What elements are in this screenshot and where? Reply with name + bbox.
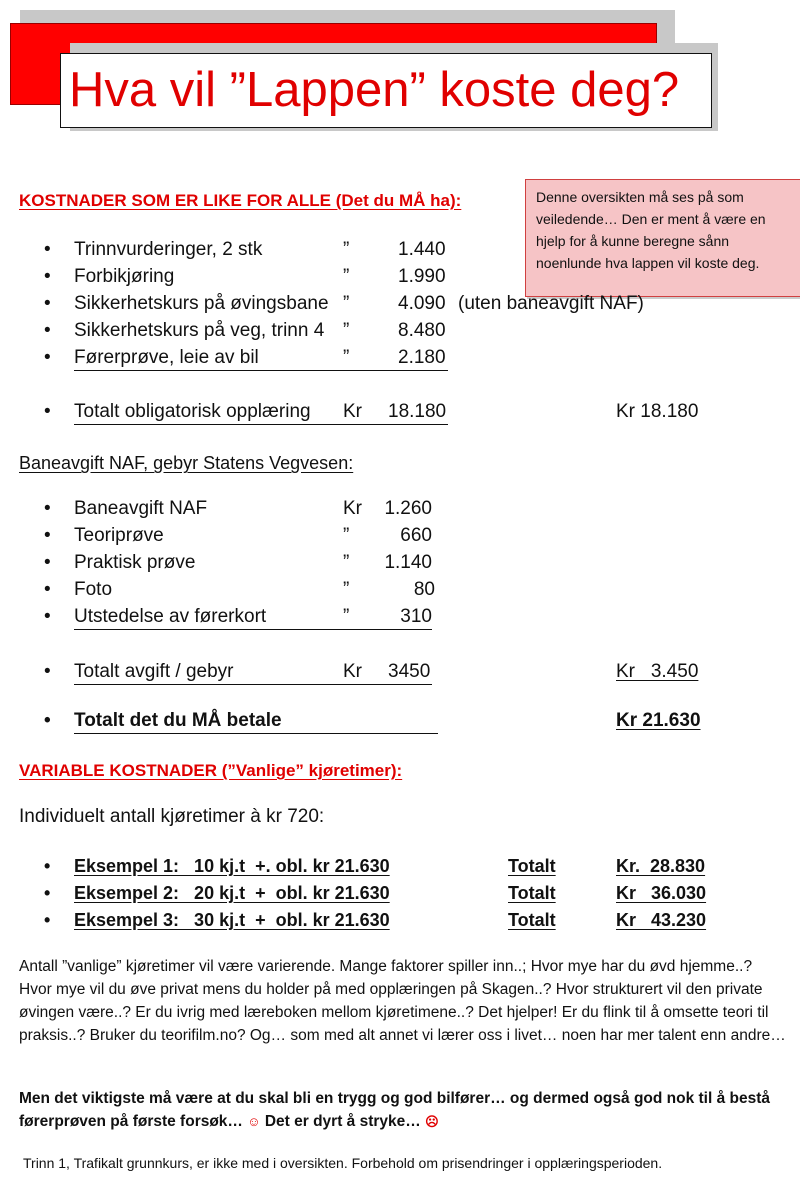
section3-heading: VARIABLE KOSTNADER (”Vanlige” kjøretimer): <box>19 761 403 780</box>
total-right: Kr 18.180 <box>616 401 699 422</box>
item-label: Trinnvurderinger, 2 stk <box>74 239 263 260</box>
grand-total-label: Totalt det du MÅ betale <box>74 710 282 731</box>
bullet: • <box>44 266 51 287</box>
item-amount: 1.140 <box>384 552 432 573</box>
underline-divider <box>74 733 438 734</box>
list-item <box>0 265 800 289</box>
example-total-label: Totalt <box>508 910 556 930</box>
item-amount: 8.480 <box>398 320 446 341</box>
bullet: • <box>44 320 51 341</box>
total-right: Kr 3.450 <box>616 661 699 682</box>
underline-divider <box>74 370 448 371</box>
list-item <box>0 524 800 548</box>
list-item <box>0 908 800 932</box>
item-mark: ” <box>343 347 350 368</box>
item-label: Sikkerhetskurs på øvingsbane <box>74 293 329 314</box>
bullet: • <box>44 401 51 422</box>
list-item <box>0 551 800 575</box>
example-label: Eksempel 3: 30 kj.t + obl. kr 21.630 <box>74 910 390 930</box>
bullet: • <box>44 347 51 368</box>
list-item <box>0 292 800 316</box>
item-mark: ” <box>343 606 350 627</box>
list-item <box>0 881 800 905</box>
grand-total-amount: Kr 21.630 <box>616 710 701 731</box>
example-amount: Kr. 28.830 <box>616 856 706 876</box>
section1-heading-row <box>0 189 800 213</box>
item-mark: ” <box>343 552 350 573</box>
item-label: Forbikjøring <box>74 266 175 287</box>
bullet: • <box>44 856 51 876</box>
grand-total-row <box>0 709 800 733</box>
bullet: • <box>44 910 51 930</box>
total-amount: 3450 <box>388 661 431 682</box>
item-label: Baneavgift NAF <box>74 498 208 519</box>
item-label: Utstedelse av førerkort <box>74 606 267 627</box>
item-mark: Kr <box>343 498 362 519</box>
total-amount: 18.180 <box>388 401 447 422</box>
item-amount: 1.440 <box>398 239 446 260</box>
item-label: Sikkerhetskurs på veg, trinn 4 <box>74 320 325 341</box>
section3-intro-row <box>0 805 800 829</box>
item-amount: 80 <box>413 579 435 600</box>
item-amount: 4.090 <box>398 293 446 314</box>
item-amount: 310 <box>400 606 432 627</box>
bullet: • <box>44 498 51 519</box>
list-item <box>0 854 800 878</box>
total-label: Totalt obligatorisk opplæring <box>74 401 311 422</box>
body-paragraph: Antall ”vanlige” kjøretimer vil være varierende. Mange faktorer spiller inn..; Hvor mye har du øvd hjemme..? Hvor mye vil du øve privat mens du holder på med opplæringen på Skagen..? Hvor strukturert vil den private øvingen være..? Er du ivrig med læreboken mellom kjøretimene..? Det hjelper! Er du flink til å omsette teori til praksis..? Bruker du teorifilm.no? Og… som med alt annet vi lærer oss i livet… noen har mer talent enn andre… <box>19 958 786 1044</box>
list-item <box>0 497 800 521</box>
list-item <box>0 605 800 629</box>
bullet: • <box>44 710 51 731</box>
underline-divider <box>74 424 448 425</box>
item-mark: ” <box>343 320 350 341</box>
underline-divider <box>74 684 432 685</box>
total-currency: Kr <box>343 401 362 422</box>
example-label: Eksempel 1: 10 kj.t +. obl. kr 21.630 <box>74 856 390 876</box>
bullet: • <box>44 552 51 573</box>
example-total-label: Totalt <box>508 856 556 876</box>
item-mark: ” <box>343 579 350 600</box>
item-mark: ” <box>343 266 350 287</box>
bold-text-2: Det er dyrt å stryke… <box>264 1113 421 1130</box>
page-title: Hva vil ”Lappen” koste deg? <box>69 63 680 117</box>
bullet: • <box>44 883 51 903</box>
section3-intro: Individuelt antall kjøretimer à kr 720: <box>19 806 325 827</box>
item-label: Praktisk prøve <box>74 552 196 573</box>
item-amount: 2.180 <box>398 347 446 368</box>
item-amount: 1.990 <box>398 266 446 287</box>
section2-heading: Baneavgift NAF, gebyr Statens Vegvesen: <box>19 453 354 473</box>
example-label: Eksempel 2: 20 kj.t + obl. kr 21.630 <box>74 883 390 903</box>
list-item <box>0 578 800 602</box>
section2-heading-row <box>0 451 800 475</box>
list-item <box>0 238 800 262</box>
total-label: Totalt avgift / gebyr <box>74 661 234 682</box>
item-label: Foto <box>74 579 113 600</box>
bullet: • <box>44 661 51 682</box>
bold-text-1: Men det viktigste må være at du skal bli en trygg og god bilfører… og dermed også god nok til å bestå førerprøven på første forsøk… <box>19 1090 771 1130</box>
bullet: • <box>44 525 51 546</box>
example-total-label: Totalt <box>508 883 556 903</box>
item-label: Teoriprøve <box>74 525 164 546</box>
item-label: Førerprøve, leie av bil <box>74 347 259 368</box>
frown-icon: ☹ <box>425 1114 439 1129</box>
section3-heading-row <box>0 759 800 783</box>
underline-divider <box>74 629 432 630</box>
bullet: • <box>44 606 51 627</box>
smile-icon: ☺ <box>247 1114 261 1129</box>
title-box <box>60 53 712 128</box>
item-mark: ” <box>343 525 350 546</box>
bullet: • <box>44 579 51 600</box>
note-text: Denne oversikten må ses på som veiledende… Den er ment å være en hjelp for å kunne beregne sånn noenlunde hva lappen vil koste deg. <box>536 189 766 271</box>
item-extra: (uten baneavgift NAF) <box>458 293 644 314</box>
total-currency: Kr <box>343 661 362 682</box>
item-mark: ” <box>343 239 350 260</box>
item-amount: 1.260 <box>384 498 432 519</box>
list-item <box>0 346 800 370</box>
bullet: • <box>44 293 51 314</box>
list-item <box>0 319 800 343</box>
bullet: • <box>44 239 51 260</box>
footer-note: Trinn 1, Trafikalt grunnkurs, er ikke med i oversikten. Forbehold om prisendringer i opplæringsperioden. <box>23 1155 663 1171</box>
section1-heading: KOSTNADER SOM ER LIKE FOR ALLE (Det du MÅ ha): <box>19 191 462 210</box>
item-mark: ” <box>343 293 350 314</box>
bold-paragraph <box>19 1087 789 1133</box>
section2-total-row <box>0 660 800 684</box>
example-amount: Kr 43.230 <box>616 910 707 930</box>
section1-total-row <box>0 400 800 424</box>
item-amount: 660 <box>400 525 432 546</box>
banner <box>10 10 800 125</box>
example-amount: Kr 36.030 <box>616 883 707 903</box>
